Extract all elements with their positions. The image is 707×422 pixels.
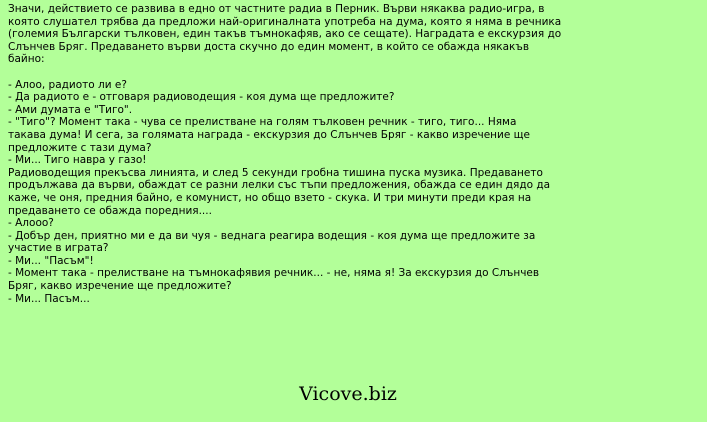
paragraph-gap bbox=[8, 66, 580, 79]
joke-text bbox=[8, 3, 580, 305]
text-line: - Алоо, радиото ли е? bbox=[8, 78, 127, 91]
text-line: (големия Български тълковен, един такъв тъмнокафяв, ако се сещате). Наградата е екскурзия до bbox=[8, 28, 562, 41]
text-line: байно: bbox=[8, 53, 45, 66]
text-line: - Добър ден, приятно ми е да ви чуя - веднага реагира водещия - коя дума ще предложите за bbox=[8, 229, 536, 242]
text-line: - "Тиго"? Момент така - чува се прелистване на голям тълковен речник - тиго, тиго... Няма bbox=[8, 116, 517, 129]
text-line: - Да радиото е - отговаря радиоводещия - коя дума ще предложите? bbox=[8, 91, 395, 104]
text-line: - Ми... Пасъм... bbox=[8, 292, 90, 305]
text-line: Слънчев Бряг. Предаването върви доста скучно до един момент, в който се обажда някакъв bbox=[8, 40, 530, 53]
text-line: Бряг, какво изречение ще предложите? bbox=[8, 280, 232, 293]
text-line: участие в играта? bbox=[8, 242, 109, 255]
text-line: - Алооо? bbox=[8, 217, 54, 230]
text-line: продължава да върви, обаждат се разни лелки със тъпи предложения, обажда се един дядо да bbox=[8, 179, 551, 192]
text-line: такава дума! И сега, за голямата награда - екскурзия до Слънчев Бряг - какво изречение ще bbox=[8, 128, 531, 141]
text-line: която слушател трябва да предложи най-оригиналната употреба на дума, която я няма в речника bbox=[8, 15, 562, 28]
text-line: - Момент така - прелистване на тъмнокафявия речник... - не, няма я! За екскурзия до Слънчев bbox=[8, 267, 540, 280]
text-line: каже, че оня, предния байно, е комунист, но общо взето - скука. И три минути преди края на bbox=[8, 191, 532, 204]
site-footer[interactable]: Vicove.biz bbox=[299, 383, 397, 405]
text-line: Значи, действието се развива в едно от частните радиа в Перник. Върви някаква радио-игра, в bbox=[8, 3, 545, 15]
text-line: Радиоводещия прекъсва линията, и след 5 секунди гробна тишина пуска музика. Предаването bbox=[8, 166, 543, 179]
text-line: предложите с тази дума? bbox=[8, 141, 152, 154]
text-line: - Ами думата е "Тиго". bbox=[8, 103, 133, 116]
text-line: - Ми... Тиго навра у газо! bbox=[8, 154, 147, 167]
text-line: предаването се обажда поредния.... bbox=[8, 204, 212, 217]
text-line: - Ми... "Пасъм"! bbox=[8, 254, 94, 267]
